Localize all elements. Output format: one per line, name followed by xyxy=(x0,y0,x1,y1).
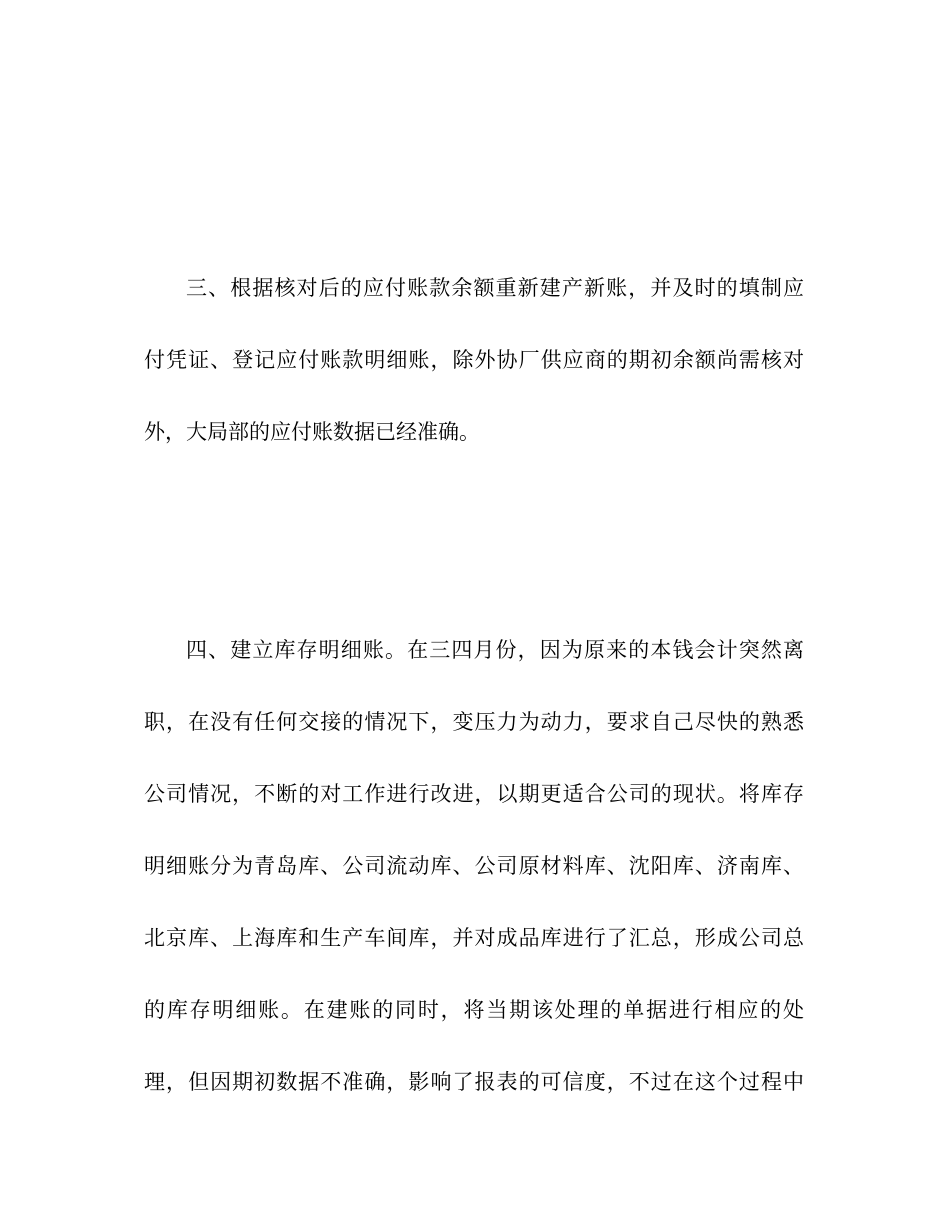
paragraph-line: 公司情况，不断的对工作进行改进，以期更适合公司的现状。将库存 xyxy=(144,782,804,806)
paragraph-line: 四、建立库存明细账。在三四月份，因为原来的本钱会计突然离 xyxy=(186,638,804,662)
paragraph-line: 付凭证、登记应付账款明细账，除外协厂供应商的期初余额尚需核对 xyxy=(144,348,804,372)
paragraph-line: 明细账分为青岛库、公司流动库、公司原材料库、沈阳库、济南库、 xyxy=(144,854,804,878)
paragraph-line: 外，大局部的应付账数据已经准确。 xyxy=(144,420,480,444)
paragraph-line: 职，在没有任何交接的情况下，变压力为动力，要求自己尽快的熟悉 xyxy=(144,710,804,734)
paragraph-line: 的库存明细账。在建账的同时，将当期该处理的单据进行相应的处 xyxy=(144,998,804,1022)
paragraph-line: 三、根据核对后的应付账款余额重新建产新账，并及时的填制应 xyxy=(186,276,804,300)
paragraph-line: 北京库、上海库和生产车间库，并对成品库进行了汇总，形成公司总 xyxy=(144,926,804,950)
paragraph-line: 理，但因期初数据不准确，影响了报表的可信度，不过在这个过程中 xyxy=(144,1070,804,1094)
